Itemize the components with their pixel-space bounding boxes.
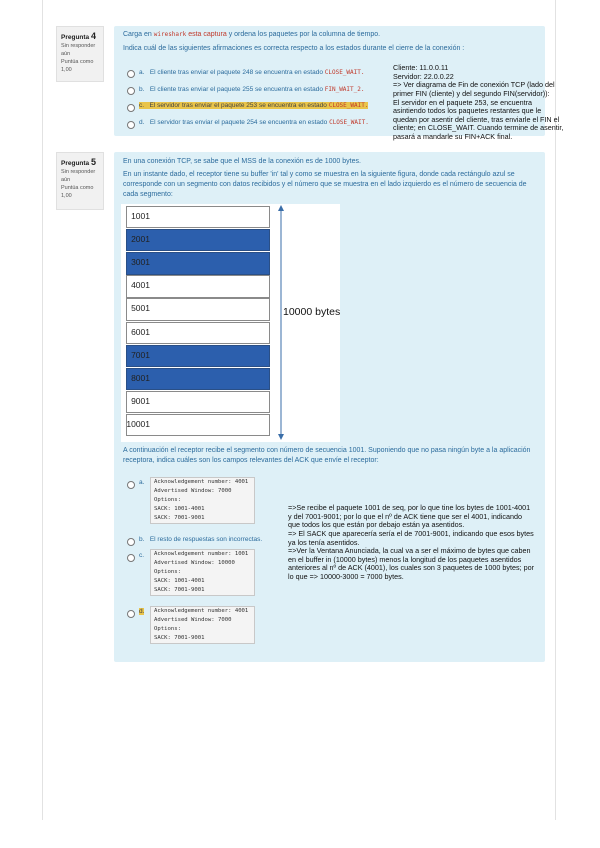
q5-option-b[interactable]: b. El resto de respuestas son incorrectas. xyxy=(139,536,263,543)
page-left-border xyxy=(42,0,43,820)
segment-seq-label: 8001 xyxy=(131,372,150,383)
segment-seq-label: 1001 xyxy=(131,211,150,221)
q5-option-d-ack[interactable]: Acknowledgement number: 4001 Advertised Window: 7000 Options: SACK: 7001-9001 xyxy=(150,606,255,644)
segment-seq-label: 5001 xyxy=(131,303,150,314)
question-4-text: Indica cuál de las siguientes afirmaciones es correcta respecto a los estados durante el cierre de la conexión : xyxy=(123,45,465,52)
q4-option-a[interactable]: a. El cliente tras enviar el paquete 248 se encuentra en estado CLOSE_WAIT. xyxy=(139,69,365,76)
question-5-followup: A continuación el receptor recibe el segmento con número de secuencia 1001. Suponiendo que no pasa ningún byte a la aplicación receptora, indica cuáles son los campos relevantes del ACK que envíe el receptor: xyxy=(123,447,531,465)
buffer-size-arrow xyxy=(274,204,290,442)
capture-link[interactable]: esta captura xyxy=(188,31,227,38)
question-4-status: Sin responder aún xyxy=(61,43,96,58)
q5-option-c-ack[interactable]: Acknowledgement number: 1001 Advertised Window: 10000 Options: SACK: 1001-4001 SACK: 7001-9001 xyxy=(150,549,255,596)
question-5-info xyxy=(56,152,104,210)
q5-option-d-radio[interactable] xyxy=(127,610,135,618)
question-4-number: Pregunta 4 xyxy=(61,31,96,41)
question-5-annotation: =>Se recibe el paquete 1001 de seq, por lo que tine los bytes de 1001-4001 y del 7001-9001; por lo que el nº de ACK tiene que ser el 4001, indicando que todos los que están por debajo están ya asentidos. => El SACK que aparecería sería el de 7001-9001, indicando que esos bytes ya los tenía asentidos. =>Ver la Ventana Anunciada, la cual va a ser el máximo de bytes que caben en el buffer in (10000 bytes) menos la longitud de los paquetes asentidos anteriores al nº de ACK (4001), los cuales son 3 paquetes de 1000 bytes; por lo que => 10000-3000 = 7000 bytes. xyxy=(288,503,534,582)
q4-option-b[interactable]: b. El cliente tras enviar el paquete 255 se encuentra en estado FIN_WAIT_2. xyxy=(139,86,365,93)
question-5-number: Pregunta 5 xyxy=(61,157,96,167)
q5-option-c-radio[interactable] xyxy=(127,554,135,562)
segment-seq-label: 10001 xyxy=(126,418,150,429)
wireshark-code: wireshark xyxy=(153,31,187,38)
q4-option-d-radio[interactable] xyxy=(127,121,135,129)
q4-option-b-radio[interactable] xyxy=(127,87,135,95)
question-5-status: Sin responder aún xyxy=(61,169,96,184)
q4-option-d[interactable]: d. El servidor tras enviar el paquete 254 se encuentra en estado CLOSE_WAIT. xyxy=(139,119,369,126)
q5-option-a-letter[interactable]: a. xyxy=(139,479,145,486)
question-4-annotation: Cliente: 11.0.0.11 Servidor: 22.0.0.22 => Ver diagrama de Fin de conexión TCP (lado del primer FIN (cliente) y del segundo FIN(servidor)): El servidor en el paquete 253, se encuentra asintiendo todos los paquetes restantes que le quedan por asentir del cliente, tras enviarle el FIN el cliente; en CLOSE_WAIT. Cuando termine de asentir, pasará a mandarle su FIN+ACK final. xyxy=(393,63,564,142)
segment-seq-label: 6001 xyxy=(131,326,150,337)
question-4-info xyxy=(56,26,104,82)
question-4-score: Puntúa como 1,00 xyxy=(61,58,94,73)
buffer-size-label: 10000 bytes xyxy=(283,306,341,318)
segment-seq-label: 2001 xyxy=(131,234,150,245)
q4-option-a-radio[interactable] xyxy=(127,70,135,78)
question-5-score: Puntúa como 1,00 xyxy=(61,184,94,199)
question-5-description: En un instante dado, el receptor tiene su buffer 'in' tal y como se muestra en la siguiente figura, donde cada rectángulo azul se corresponde con un segmento con datos recibidos y el número que se muestra en el lado izquierdo es el número de secuencia de cada segmento: xyxy=(123,171,527,199)
question-4-intro: Carga en wireshark esta captura y ordena los paquetes por la columna de tiempo. xyxy=(123,31,381,38)
q5-option-d-letter[interactable]: d. xyxy=(139,608,145,615)
q5-option-c-letter[interactable]: c. xyxy=(139,552,145,559)
segment-seq-label: 9001 xyxy=(131,395,150,406)
q4-option-c-radio[interactable] xyxy=(127,104,135,112)
segment-seq-label: 4001 xyxy=(131,280,150,291)
q5-option-a-radio[interactable] xyxy=(127,481,135,489)
q4-option-c[interactable]: c. El servidor tras enviar el paquete 253 se encuentra en estado CLOSE_WAIT. xyxy=(139,102,369,109)
segment-seq-label: 7001 xyxy=(131,349,150,360)
question-5-mss: En una conexión TCP, se sabe que el MSS de la conexión es de 1000 bytes. xyxy=(123,158,361,165)
q5-option-b-radio[interactable] xyxy=(127,538,135,546)
q5-option-a-ack[interactable]: Acknowledgement number: 4001 Advertised Window: 7000 Options: SACK: 1001-4001 SACK: 7001-9001 xyxy=(150,477,255,524)
segment-seq-label: 3001 xyxy=(131,257,150,268)
